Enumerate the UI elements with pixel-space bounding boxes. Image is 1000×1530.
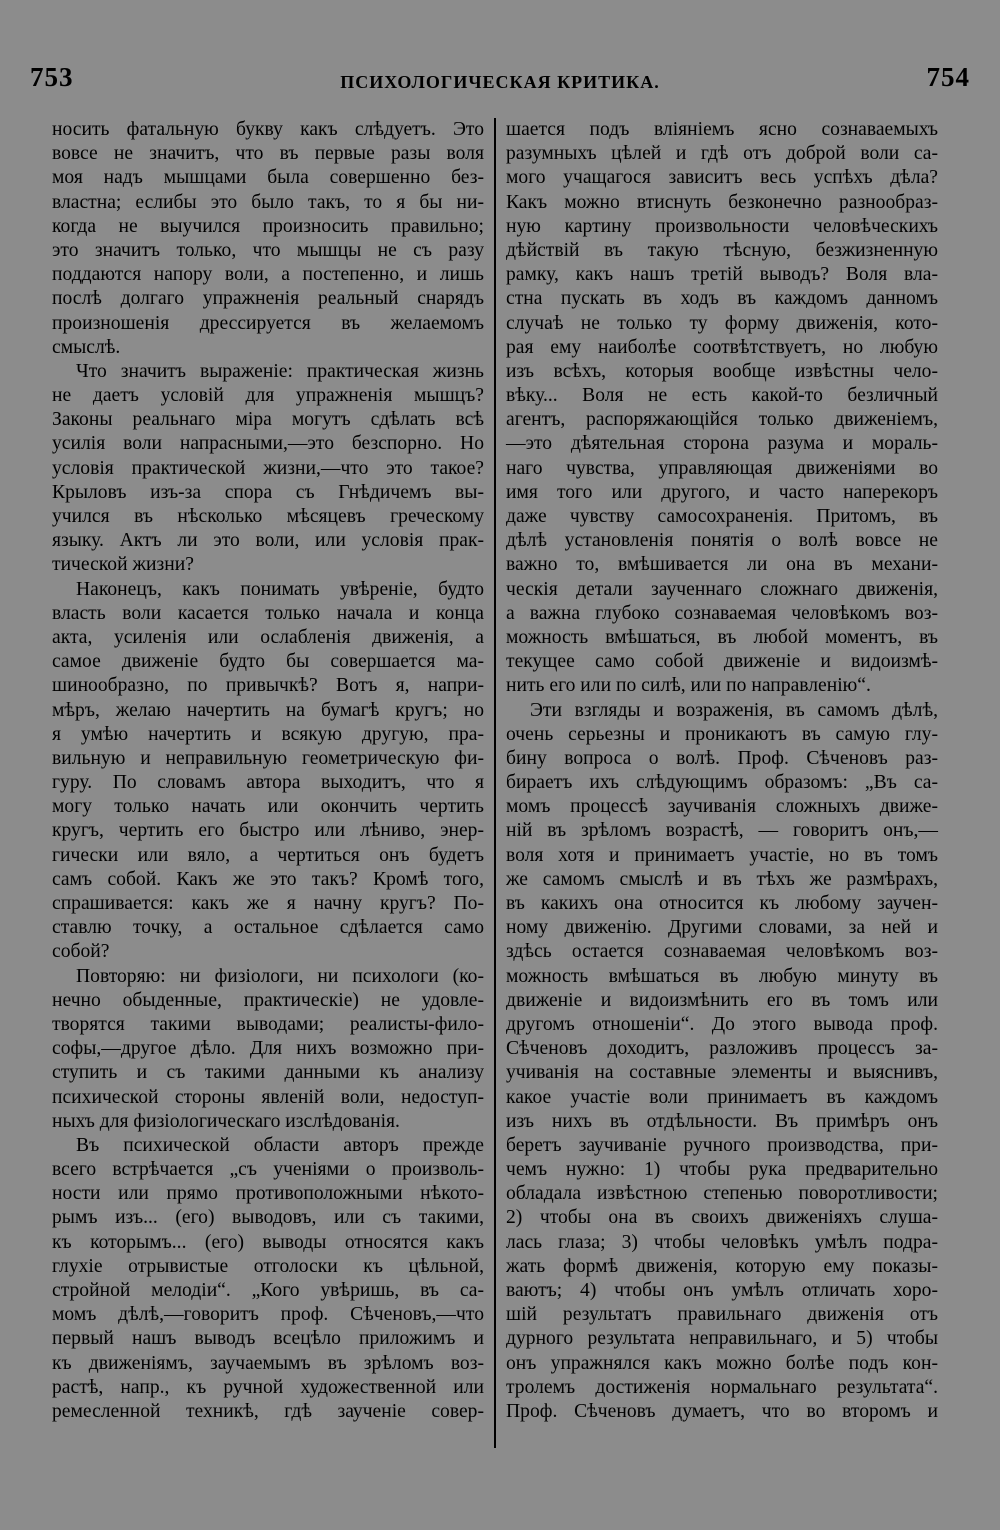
text-line: ній въ зрѣломъ возрастѣ, — говоритъ онъ,— <box>506 820 938 842</box>
text-line: Какъ можно втиснуть безконечно разнообраз- <box>506 191 938 213</box>
text-line: носить фатальную букву какъ слѣдуетъ. Это <box>52 119 484 140</box>
text-line: стна пускать въ ходъ въ каждомъ данномъ <box>506 288 938 310</box>
text-line: къ которымъ... (его) выводы относятся какъ <box>52 1231 484 1253</box>
text-line: Повторяю: ни физіологи, ни психологи (ко- <box>76 965 484 987</box>
text-line: ную картину произвольности человѣческихъ <box>506 215 938 237</box>
text-line: шій результатъ правильнаго движенія отъ <box>506 1304 938 1326</box>
text-line: важно то, вмѣшивается ли она въ механи- <box>506 554 938 576</box>
text-line: акта, усиленія или ослабленія движенія, а <box>52 626 484 648</box>
text-line: какое участіе воли принимаетъ въ каждомъ <box>506 1086 938 1108</box>
text-line: ваютъ; 4) чтобы онъ умѣлъ отличать хоро- <box>506 1280 938 1301</box>
text-line: не даетъ условій для упражненія мышцъ? <box>52 385 484 407</box>
text-line: софы,—другое дѣло. Для нихъ возможно при- <box>52 1038 484 1060</box>
text-line: агентъ, распоряжающійся только движеніемъ, <box>506 409 938 431</box>
text-line: имя того или другого, и часто наперекоръ <box>506 481 938 503</box>
text-line: гуру. По словамъ автора выходитъ, что я <box>52 772 484 794</box>
text-line: ческія детали заученнаго сложнаго движенія, <box>506 578 938 600</box>
text-line: учился въ нѣсколько мѣсяцевъ греческому <box>52 506 484 527</box>
text-line: властна; еслибы это было такъ, то я бы ни- <box>52 191 484 213</box>
text-line: шинообразно, по привычкѣ? Вотъ я, напри- <box>52 675 484 697</box>
text-line: даже чувству самосохраненія. Притомъ, въ <box>506 506 938 527</box>
text-line: учиванія на составные элементы и выяснивъ, <box>506 1062 938 1084</box>
text-line: спрашивается: какъ же я начну кругъ? По- <box>52 893 484 914</box>
text-line: мого учащагося зависитъ весь успѣхъ дѣла? <box>506 167 938 189</box>
text-line: въ какихъ она относится къ любому заучен- <box>506 893 938 914</box>
text-line: а важна глубоко сознаваемая человѣкомъ воз- <box>506 602 938 624</box>
text-line: момъ дѣлѣ,—говоритъ проф. Сѣченовъ,—что <box>52 1304 484 1326</box>
right-page-number: 754 <box>926 62 970 92</box>
text-line: самъ собой. Какъ же это такъ? Кромѣ того, <box>52 868 484 890</box>
text-line: рая ему наиболѣе соотвѣтствуетъ, но любую <box>506 336 938 358</box>
text-line: Что значитъ выраженіе: практическая жизнь <box>76 360 484 382</box>
text-line: нить его или по силѣ, или по направленію“. <box>506 675 871 697</box>
running-title: ПСИХОЛОГИЧЕСКАЯ КРИТИКА. <box>340 72 660 92</box>
text-line: изъ всѣхъ, которыя вообще извѣстны чело- <box>506 360 938 382</box>
text-line: ныхъ для физіологическаго изслѣдованія. <box>52 1110 400 1132</box>
text-line: онъ упражнялся какъ можно болѣе подъ кон- <box>506 1352 938 1374</box>
text-line: —это дѣятельная сторона разума и мораль- <box>506 433 938 455</box>
left-column <box>52 118 484 1424</box>
text-line: самое движеніе будто бы совершается ма- <box>52 651 484 673</box>
column-divider <box>494 118 496 1448</box>
text-line: бину вопроса о волѣ. Проф. Сѣченовъ раз- <box>506 747 938 769</box>
text-line: ремесленной техникѣ, гдѣ заученіе совер- <box>52 1400 484 1422</box>
text-line: тической жизни? <box>52 554 194 576</box>
text-line: языку. Актъ ли это воли, или условія прак- <box>52 530 484 552</box>
text-line: власть воли касается только начала и конца <box>52 602 484 624</box>
text-line: случаѣ не только ту форму движенія, кото- <box>506 312 938 334</box>
text-line: когда не выучился произносить правильно; <box>52 215 484 237</box>
text-line: наго чувства, управляющая движеніями во <box>506 457 938 479</box>
text-line: всего встрѣчается „съ ученіями о произволь- <box>52 1159 484 1181</box>
text-line: другомъ отношеніи“. До этого вывода проф. <box>506 1013 938 1035</box>
text-line: дѣйствій въ такую тѣсную, безжизненную <box>506 239 938 261</box>
text-line: текущее само собой движеніе и видоизмѣ- <box>506 651 938 673</box>
text-line: ступить и съ такими данными къ анализу <box>52 1062 484 1084</box>
text-line: вовсе не значитъ, что въ первые разы воля <box>52 143 484 165</box>
text-line: вѣку... Воля не есть какой-то безличный <box>506 385 938 407</box>
text-line: творятся такими выводами; реалисты-фило- <box>52 1013 484 1035</box>
text-line: произношенія дрессируется въ желаемомъ <box>52 312 484 334</box>
text-line: нечно обыденные, практическіе) не удовле- <box>52 989 484 1011</box>
text-line: мѣръ, желаю начертить на бумагѣ кругъ; но <box>52 699 484 721</box>
text-line: движеніе и видоизмѣнить его въ томъ или <box>506 989 938 1011</box>
text-line: послѣ долгаго упражненія реальный снарядъ <box>52 288 484 310</box>
text-line: жать формѣ движенія, которую ему показы- <box>506 1255 938 1277</box>
text-line: растѣ, напр., къ ручной художественной или <box>52 1376 484 1398</box>
text-line: Сѣченовъ доходитъ, разложивъ процессъ за- <box>506 1038 938 1060</box>
text-line: воля хотя и принимаетъ участіе, но въ томъ <box>506 844 938 866</box>
text-line: шается подъ вліяніемъ ясно сознаваемыхъ <box>506 119 938 140</box>
text-line: обладала извѣстною степенью поворотливости; <box>506 1183 938 1205</box>
text-line: Крыловъ изъ-за спора съ Гнѣдичемъ вы- <box>52 481 484 503</box>
text-line: очень серьезны и проникаютъ въ самую глу- <box>506 723 938 745</box>
text-line: Законы реальнаго міра могутъ сдѣлать всѣ <box>52 409 484 431</box>
text-line: первый нашъ выводъ всецѣло приложимъ и <box>52 1328 484 1350</box>
right-column <box>506 118 938 1424</box>
text-line: дѣлѣ установленія понятія о волѣ вовсе не <box>506 530 938 552</box>
text-line: момъ процессѣ заучиванія сложныхъ движе- <box>506 796 938 818</box>
text-line: кругъ, чертить его быстро или лѣниво, энер- <box>52 820 484 842</box>
text-line: чемъ нужно: 1) чтобы рука предварительно <box>506 1159 938 1181</box>
text-line: гически или вяло, а чертиться онъ будетъ <box>52 844 484 866</box>
text-line: ставлю точку, а остальное сдѣлается само <box>52 917 484 939</box>
text-line: могу только начать или окончить чертить <box>52 796 484 818</box>
text-line: Проф. Сѣченовъ думаетъ, что во второмъ и <box>506 1400 938 1422</box>
text-line: можность вмѣшаться въ любую минуту въ <box>506 965 938 987</box>
text-line: же самомъ смыслѣ и въ тѣхъ же размѣрахъ, <box>506 868 938 890</box>
text-line: усилія воли напрасными,—это безспорно. Но <box>52 433 484 455</box>
left-page-number: 753 <box>30 62 74 92</box>
text-line: стройной мелодіи“. „Кого увѣришь, въ са- <box>52 1280 484 1301</box>
text-line: рымъ изъ... (его) выводовъ, или съ такими, <box>52 1207 484 1229</box>
text-line: Наконецъ, какъ понимать увѣреніе, будто <box>76 578 484 600</box>
text-line: здѣсь остается сознаваемая человѣкомъ воз- <box>506 941 938 963</box>
text-line: собой? <box>52 941 110 963</box>
text-line: къ движеніямъ, заучаемымъ въ зрѣломъ воз- <box>52 1352 484 1374</box>
text-line: ности или прямо противоположными нѣкото- <box>52 1183 484 1205</box>
text-line: поддаются напору воли, а постепенно, и лишь <box>52 264 484 286</box>
text-line: моя надъ мышцами была совершенно без- <box>52 167 484 189</box>
text-line: я умѣю начертить и всякую другую, пра- <box>52 723 484 745</box>
text-line: разумныхъ цѣлей и гдѣ отъ доброй воли са- <box>506 143 938 165</box>
text-line: условія практической жизни,—что это такое? <box>52 457 484 479</box>
text-line: лась глаза; 3) чтобы человѣкъ умѣлъ подра- <box>506 1231 938 1253</box>
text-line: смыслѣ. <box>52 336 121 358</box>
text-line: вильную и неправильную геометрическую фи- <box>52 747 484 769</box>
text-line: дурного результата неправильнаго, и 5) чтобы <box>506 1328 938 1350</box>
text-line: Въ психической области авторъ прежде <box>76 1134 484 1156</box>
page-header <box>30 62 970 102</box>
text-line: 2) чтобы она въ своихъ движеніяхъ слуша- <box>506 1207 938 1229</box>
text-line: тролемъ достиженія нормальнаго результата“. <box>506 1376 938 1398</box>
text-line: бираетъ ихъ слѣдующимъ образомъ: „Въ са- <box>506 772 938 794</box>
text-line: Эти взгляды и возраженія, въ самомъ дѣлѣ, <box>530 699 938 721</box>
text-line: психической стороны явленій воли, недоступ- <box>52 1086 484 1108</box>
text-line: ному движенію. Другими словами, за ней и <box>506 917 938 939</box>
text-line: глухіе отрывистые отголоски къ цѣльной, <box>52 1255 484 1277</box>
text-line: рамку, какъ нашъ третій выводъ? Воля вла- <box>506 264 938 286</box>
text-line: можность вмѣшаться, въ любой моментъ, въ <box>506 626 938 648</box>
text-line: изъ нихъ въ отдѣльности. Въ примѣръ онъ <box>506 1110 938 1132</box>
text-line: беретъ заучиваніе ручного производства, при- <box>506 1134 938 1156</box>
text-line: это значитъ только, что мышцы не съ разу <box>52 239 484 261</box>
